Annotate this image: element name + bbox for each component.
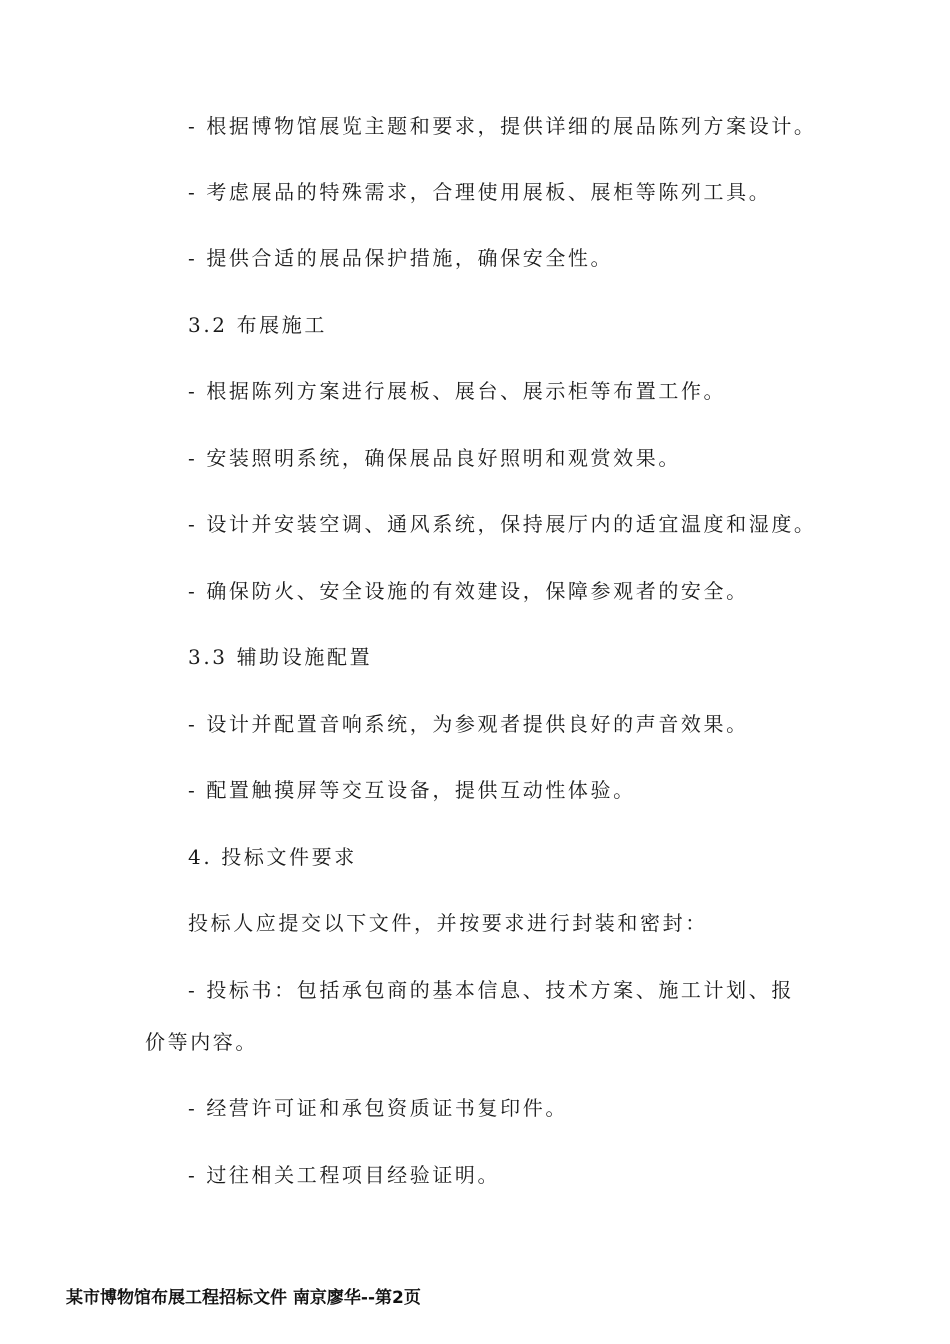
bullet-layout-work: - 根据陈列方案进行展板、展台、展示柜等布置工作。 (188, 379, 727, 403)
bullet-exhibit-design: - 根据博物馆展览主题和要求，提供详细的展品陈列方案设计。 (188, 114, 817, 138)
page-footer: 某市博物馆布展工程招标文件 南京廖华--第2页 (66, 1288, 421, 1308)
bullet-exhibit-tools: - 考虑展品的特殊需求，合理使用展板、展柜等陈列工具。 (188, 180, 772, 204)
bullet-audio: - 设计并配置音响系统，为参观者提供良好的声音效果。 (188, 712, 749, 736)
section-heading-4: 4. 投标文件要求 (188, 845, 357, 869)
bullet-license: - 经营许可证和承包资质证书复印件。 (188, 1096, 568, 1120)
bullet-experience: - 过往相关工程项目经验证明。 (188, 1163, 501, 1187)
bullet-lighting: - 安装照明系统，确保展品良好照明和观赏效果。 (188, 446, 681, 470)
bullet-bid-letter-continued: 价等内容。 (145, 1030, 258, 1054)
bullet-exhibit-protection: - 提供合适的展品保护措施，确保安全性。 (188, 246, 614, 270)
bullet-touchscreen: - 配置触摸屏等交互设备，提供互动性体验。 (188, 778, 636, 802)
bullet-hvac: - 设计并安装空调、通风系统，保持展厅内的适宜温度和湿度。 (188, 512, 817, 536)
section-heading-3-3: 3.3 辅助设施配置 (188, 645, 373, 669)
section-heading-3-2: 3.2 布展施工 (188, 313, 327, 337)
bullet-bid-letter: - 投标书：包括承包商的基本信息、技术方案、施工计划、报 (188, 978, 794, 1002)
paragraph-bid-docs-intro: 投标人应提交以下文件，并按要求进行封装和密封： (188, 911, 708, 935)
bullet-fire-safety: - 确保防火、安全设施的有效建设，保障参观者的安全。 (188, 579, 749, 603)
